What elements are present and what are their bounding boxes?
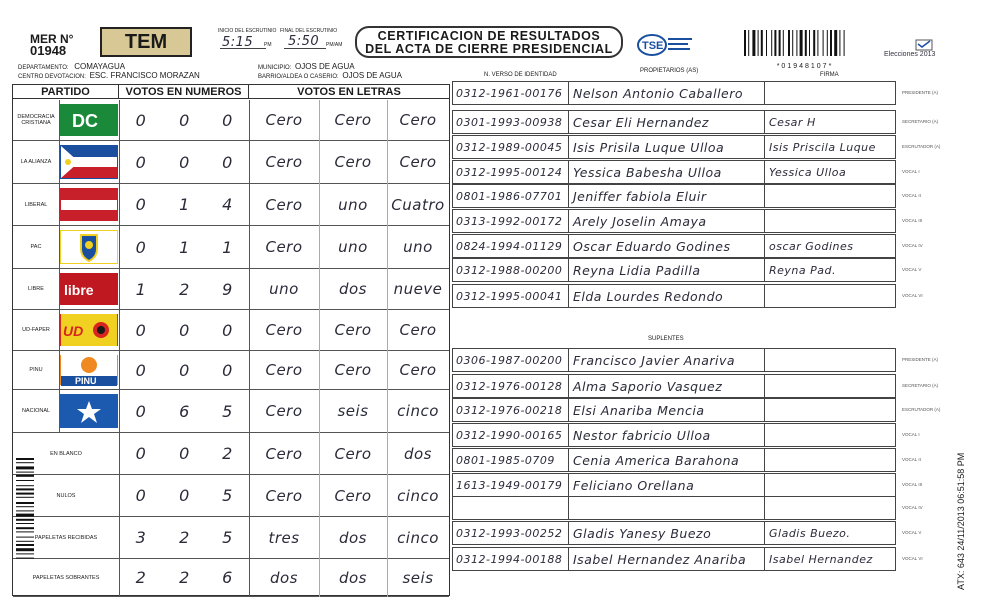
barcode: [742, 30, 868, 70]
member-row: [452, 81, 896, 105]
member-role: VOCAL VI: [902, 293, 923, 298]
member-name: Jeniffer fabiola Eluir: [569, 185, 765, 207]
member-role: VOCAL II: [902, 457, 921, 462]
party-name: DEMOCRACIA CRISTIANA: [17, 114, 55, 126]
member-name: Francisco Javier Anariva: [569, 349, 765, 371]
member-name: Elsi Anariba Mencia: [569, 399, 765, 421]
member-id: 0312-1990-00165: [453, 424, 569, 446]
vote-digit: 5: [222, 528, 233, 547]
barrio-label: BARRIO/ALDEA O CASERIO:: [258, 74, 339, 80]
party-logo: [60, 188, 118, 221]
vote-row: [13, 269, 449, 310]
vote-digit: 0: [222, 320, 233, 340]
member-id: 0801-1986-07701: [453, 185, 569, 207]
vote-word: Cero: [265, 361, 303, 379]
total-label: EN BLANCO: [50, 450, 82, 457]
member-row: [452, 160, 896, 184]
vote-word: nueve: [393, 280, 443, 298]
member-row: [452, 423, 896, 447]
start-ampm: PM: [264, 42, 272, 48]
barcode-text: *01948107*: [776, 63, 834, 70]
vote-word: uno: [338, 238, 368, 256]
vote-word: dos: [338, 280, 367, 298]
col-sig-label: FIRMA: [820, 72, 839, 78]
centro-line: [18, 72, 200, 81]
member-signature: [765, 449, 895, 471]
party-logo: [60, 230, 118, 264]
vote-word: Cero: [334, 153, 372, 171]
party-logo: [60, 145, 118, 179]
vote-digit: 6: [179, 401, 190, 421]
vote-digit: 0: [179, 486, 190, 505]
member-name: Alma Saporio Vasquez: [569, 375, 765, 397]
party-logo: [60, 273, 118, 305]
vote-word: Cero: [334, 444, 372, 463]
vote-digit: 2: [135, 568, 147, 587]
vote-digit: 0: [135, 320, 147, 340]
vote-digit: 0: [179, 110, 190, 130]
member-signature: oscar Godines: [769, 239, 854, 253]
member-name: Feliciano Orellana: [569, 474, 765, 496]
member-role: VOCAL IV: [902, 505, 923, 510]
vote-row: [13, 390, 449, 433]
col-name-label: PROPIETARIOS (AS): [640, 68, 699, 74]
vote-digit: 0: [135, 360, 147, 380]
vote-digit: 0: [135, 110, 147, 130]
party-name: LA ALIANZA: [20, 159, 52, 165]
member-signature: [765, 185, 895, 207]
end-ampm: PM/AM: [326, 42, 343, 48]
party-logo: [60, 355, 118, 385]
vote-word: Cero: [399, 321, 437, 339]
vote-word: Cero: [265, 402, 303, 420]
member-role: VOCAL IV: [902, 243, 923, 248]
member-row: [452, 398, 896, 422]
member-role: VOCAL V: [902, 530, 922, 535]
scrutiny-times: [218, 28, 348, 52]
vote-digit: 0: [179, 320, 190, 340]
member-row: [452, 135, 896, 159]
total-label: PAPELETAS RECIBIDAS: [34, 534, 98, 541]
title-line1: CERTIFICACION DE RESULTADOS: [377, 29, 601, 43]
vote-word: dos: [269, 568, 298, 587]
member-name: Elda Lourdes Redondo: [569, 285, 765, 307]
member-role: ESCRUTADOR (A): [902, 407, 941, 412]
member-name: Isis Prisila Luque Ulloa: [569, 136, 765, 158]
member-signature: Isis Priscila Luque: [769, 140, 876, 154]
member-signature: Gladis Buezo.: [769, 526, 851, 540]
vote-row: [13, 351, 449, 390]
member-id: 0306-1987-00200: [453, 349, 569, 371]
total-label: PAPELETAS SOBRANTES: [32, 574, 100, 581]
total-label: NULOS: [56, 492, 76, 499]
vote-word: Cero: [265, 195, 303, 214]
final-label: FINAL DEL ESCRUTINIO: [280, 28, 338, 34]
vote-digit: 2: [179, 528, 190, 547]
vote-row: [13, 517, 449, 559]
member-signature: [765, 349, 895, 371]
vote-word: Cero: [399, 111, 437, 129]
member-name: Nelson Antonio Caballero: [569, 82, 765, 104]
member-id: 0312-1995-00124: [453, 161, 569, 183]
vote-row: [13, 433, 449, 475]
tse-logo: [636, 32, 696, 58]
member-role: VOCAL III: [902, 482, 923, 487]
vote-digit: 1: [135, 279, 147, 299]
vote-word: cinco: [397, 486, 439, 505]
member-signature: [765, 399, 895, 421]
member-id: 0313-1992-00172: [453, 210, 569, 232]
member-role: PRESIDENTE (A): [902, 90, 939, 95]
certification-title: [355, 26, 623, 58]
member-row: [452, 473, 896, 497]
svg-text:libre: libre: [64, 282, 94, 298]
mer-number: 01948: [30, 43, 67, 58]
member-name: Isabel Hernandez Anariba: [569, 548, 765, 570]
vote-digit: 0: [222, 110, 233, 130]
member-row: [452, 234, 896, 258]
member-name: Yessica Babesha Ulloa: [569, 161, 765, 183]
member-role: SECRETARIO (A): [902, 383, 939, 388]
vote-digit: 0: [135, 237, 147, 257]
vote-word: Cero: [265, 238, 303, 256]
vote-digit: 0: [135, 401, 147, 421]
timestamp-stamp: [956, 330, 996, 610]
member-name: Cesar Eli Hernandez: [569, 111, 765, 133]
barrio-line: [258, 72, 402, 81]
member-name: Arely Joselin Amaya: [569, 210, 765, 232]
member-id: 0312-1961-00176: [453, 82, 569, 104]
party-logo: [60, 314, 118, 346]
member-id: 0801-1985-0709: [453, 449, 569, 471]
party-name: PINU: [29, 367, 43, 373]
party-name: UD-FAPER: [22, 327, 50, 333]
member-role: PRESIDENTE (A): [902, 357, 939, 362]
departamento-label: DEPARTAMENTO:: [18, 65, 69, 71]
member-row: [452, 258, 896, 282]
elections-logo-text: Elecciones 2013: [884, 51, 936, 58]
vote-digit: 0: [222, 360, 233, 380]
member-signature: [765, 497, 895, 519]
member-id: 0824-1994-01129: [453, 235, 569, 257]
member-role: VOCAL V: [902, 267, 922, 272]
member-signature: [765, 82, 895, 104]
vote-digit: 0: [222, 152, 233, 172]
party-name: NACIONAL: [21, 408, 51, 414]
vote-digit: 1: [179, 237, 190, 257]
member-id: 1613-1949-00179: [453, 474, 569, 496]
party-name: PAC: [30, 244, 42, 250]
vote-word: Cero: [265, 444, 303, 463]
header-partido: PARTIDO: [13, 85, 119, 99]
member-id: 0312-1976-00128: [453, 375, 569, 397]
vote-word: seis: [402, 568, 434, 587]
vote-row: [13, 184, 449, 226]
mer-label: MER N°: [30, 32, 74, 46]
inicio-label: INICIO DEL ESCRUTINIO: [218, 28, 277, 34]
vote-word: Cero: [334, 361, 372, 379]
vote-word: dos: [338, 528, 367, 547]
vote-row: [13, 226, 449, 269]
member-name: Oscar Eduardo Godines: [569, 235, 765, 257]
member-id: 0312-1995-00041: [453, 285, 569, 307]
municipio-label: MUNICIPIO:: [258, 65, 292, 71]
party-logo: [60, 394, 118, 428]
vote-word: Cero: [265, 153, 303, 171]
vote-word: Cero: [399, 153, 437, 171]
member-role: VOCAL II: [902, 193, 921, 198]
vote-digit: 0: [179, 444, 190, 463]
tem-box: TEM: [100, 27, 192, 57]
vote-word: uno: [403, 238, 433, 256]
vote-row: [13, 475, 449, 517]
municipio-line: [258, 63, 355, 72]
vote-word: Cero: [399, 361, 437, 379]
member-signature: [765, 375, 895, 397]
vote-word: Cero: [265, 321, 303, 339]
party-logo-text: DC: [72, 111, 98, 131]
member-signature: [765, 285, 895, 307]
member-row: [452, 547, 896, 571]
member-row: [452, 284, 896, 308]
party-name: LIBRE: [28, 286, 44, 292]
header-numeros: VOTOS EN NUMEROS: [119, 85, 249, 99]
suplentes-label: SUPLENTES: [648, 336, 684, 342]
party-logo: [60, 104, 118, 136]
member-role: VOCAL I: [902, 432, 920, 437]
member-id: [453, 497, 569, 519]
member-id: 0312-1976-00218: [453, 399, 569, 421]
party-name: LIBERAL: [24, 201, 48, 208]
mer-number-block: [30, 33, 73, 57]
member-id: 0312-1988-00200: [453, 259, 569, 281]
member-id: 0312-1993-00252: [453, 522, 569, 544]
member-row: [452, 184, 896, 208]
vote-word: Cero: [265, 111, 303, 129]
vote-word: Cero: [334, 486, 372, 505]
vote-digit: 9: [222, 279, 233, 299]
member-row: [452, 209, 896, 233]
member-name: [569, 497, 765, 519]
member-signature: Yessica Ulloa: [769, 165, 847, 179]
member-role: VOCAL III: [902, 218, 923, 223]
vote-digit: 0: [135, 486, 147, 505]
member-row: [452, 374, 896, 398]
vote-digit: 3: [135, 528, 147, 547]
member-role: VOCAL I: [902, 169, 920, 174]
vote-word: uno: [269, 280, 299, 298]
vote-word: Cuatro: [391, 195, 445, 214]
vote-row: [13, 100, 449, 141]
member-name: Gladis Yanesy Buezo: [569, 522, 765, 544]
vote-digit: 2: [179, 568, 190, 587]
tse-logo-text: TSE: [642, 40, 664, 52]
member-row: [452, 521, 896, 545]
member-row: [452, 348, 896, 372]
member-signature: [765, 424, 895, 446]
title-line2: DEL ACTA DE CIERRE PRESIDENCIAL: [365, 42, 613, 56]
side-barcode: [16, 456, 38, 596]
member-signature: Cesar H: [769, 115, 816, 129]
member-id: 0312-1989-00045: [453, 136, 569, 158]
vote-word: Cero: [334, 321, 372, 339]
vote-digit: 6: [222, 568, 233, 587]
timestamp-text: ATX: 643 24/11/2013 06:51:58 PM: [956, 452, 966, 590]
vote-digit: 1: [222, 237, 233, 257]
vote-word: cinco: [397, 402, 439, 420]
vote-word: dos: [403, 444, 432, 463]
votes-table: [12, 84, 450, 596]
member-signature: Reyna Pad.: [769, 263, 836, 277]
member-id: 0312-1994-00188: [453, 548, 569, 570]
vote-word: uno: [338, 195, 368, 214]
vote-digit: 0: [135, 195, 147, 214]
end-time: 5:50: [288, 34, 320, 49]
member-id: 0301-1993-00938: [453, 111, 569, 133]
vote-digit: 0: [179, 360, 190, 380]
member-row: [452, 110, 896, 134]
vote-digit: 2: [222, 444, 233, 463]
vote-row: [13, 559, 449, 597]
party-logo-text: PINU: [75, 376, 97, 386]
party-logo-text: UD: [63, 323, 84, 339]
header-letras: VOTOS EN LETRAS: [249, 85, 449, 99]
vote-digit: 2: [179, 279, 190, 299]
vote-digit: 0: [135, 152, 147, 172]
vote-word: Cero: [334, 111, 372, 129]
member-name: Cenia America Barahona: [569, 449, 765, 471]
vote-digit: 5: [222, 401, 233, 421]
municipio-value: OJOS DE AGUA: [295, 62, 355, 71]
vote-row: [13, 310, 449, 351]
centro-value: ESC. FRANCISCO MORAZAN: [89, 71, 200, 80]
member-name: Reyna Lidia Padilla: [569, 259, 765, 281]
member-role: VOCAL VI: [902, 556, 923, 561]
member-signature: [765, 210, 895, 232]
vote-word: Cero: [265, 486, 303, 505]
vote-digit: 0: [135, 444, 147, 463]
vote-word: seis: [337, 402, 369, 420]
vote-digit: 5: [222, 486, 233, 505]
col-id-label: N. VERSO DE IDENTIDAD: [484, 72, 557, 78]
member-signature: [765, 474, 895, 496]
member-role: ESCRUTADOR (A): [902, 144, 941, 149]
vote-digit: 1: [179, 195, 190, 214]
vote-digit: 0: [179, 152, 190, 172]
vote-row: [13, 141, 449, 184]
vote-word: cinco: [397, 528, 439, 547]
vote-word: tres: [268, 528, 300, 547]
member-row: [452, 448, 896, 472]
member-role: SECRETARIO (A): [902, 119, 939, 124]
vote-word: dos: [338, 568, 367, 587]
start-time: 5:15: [222, 35, 254, 50]
centro-label: CENTRO DEVOTACION:: [18, 74, 86, 80]
barrio-value: OJOS DE AGUA: [342, 71, 402, 80]
departamento-value: COMAYAGUA: [74, 62, 126, 71]
vote-digit: 4: [222, 195, 233, 214]
member-row: [452, 496, 896, 520]
elections-logo: [884, 38, 938, 64]
member-name: Nestor fabricio Ulloa: [569, 424, 765, 446]
member-signature: Isabel Hernandez: [769, 552, 873, 566]
